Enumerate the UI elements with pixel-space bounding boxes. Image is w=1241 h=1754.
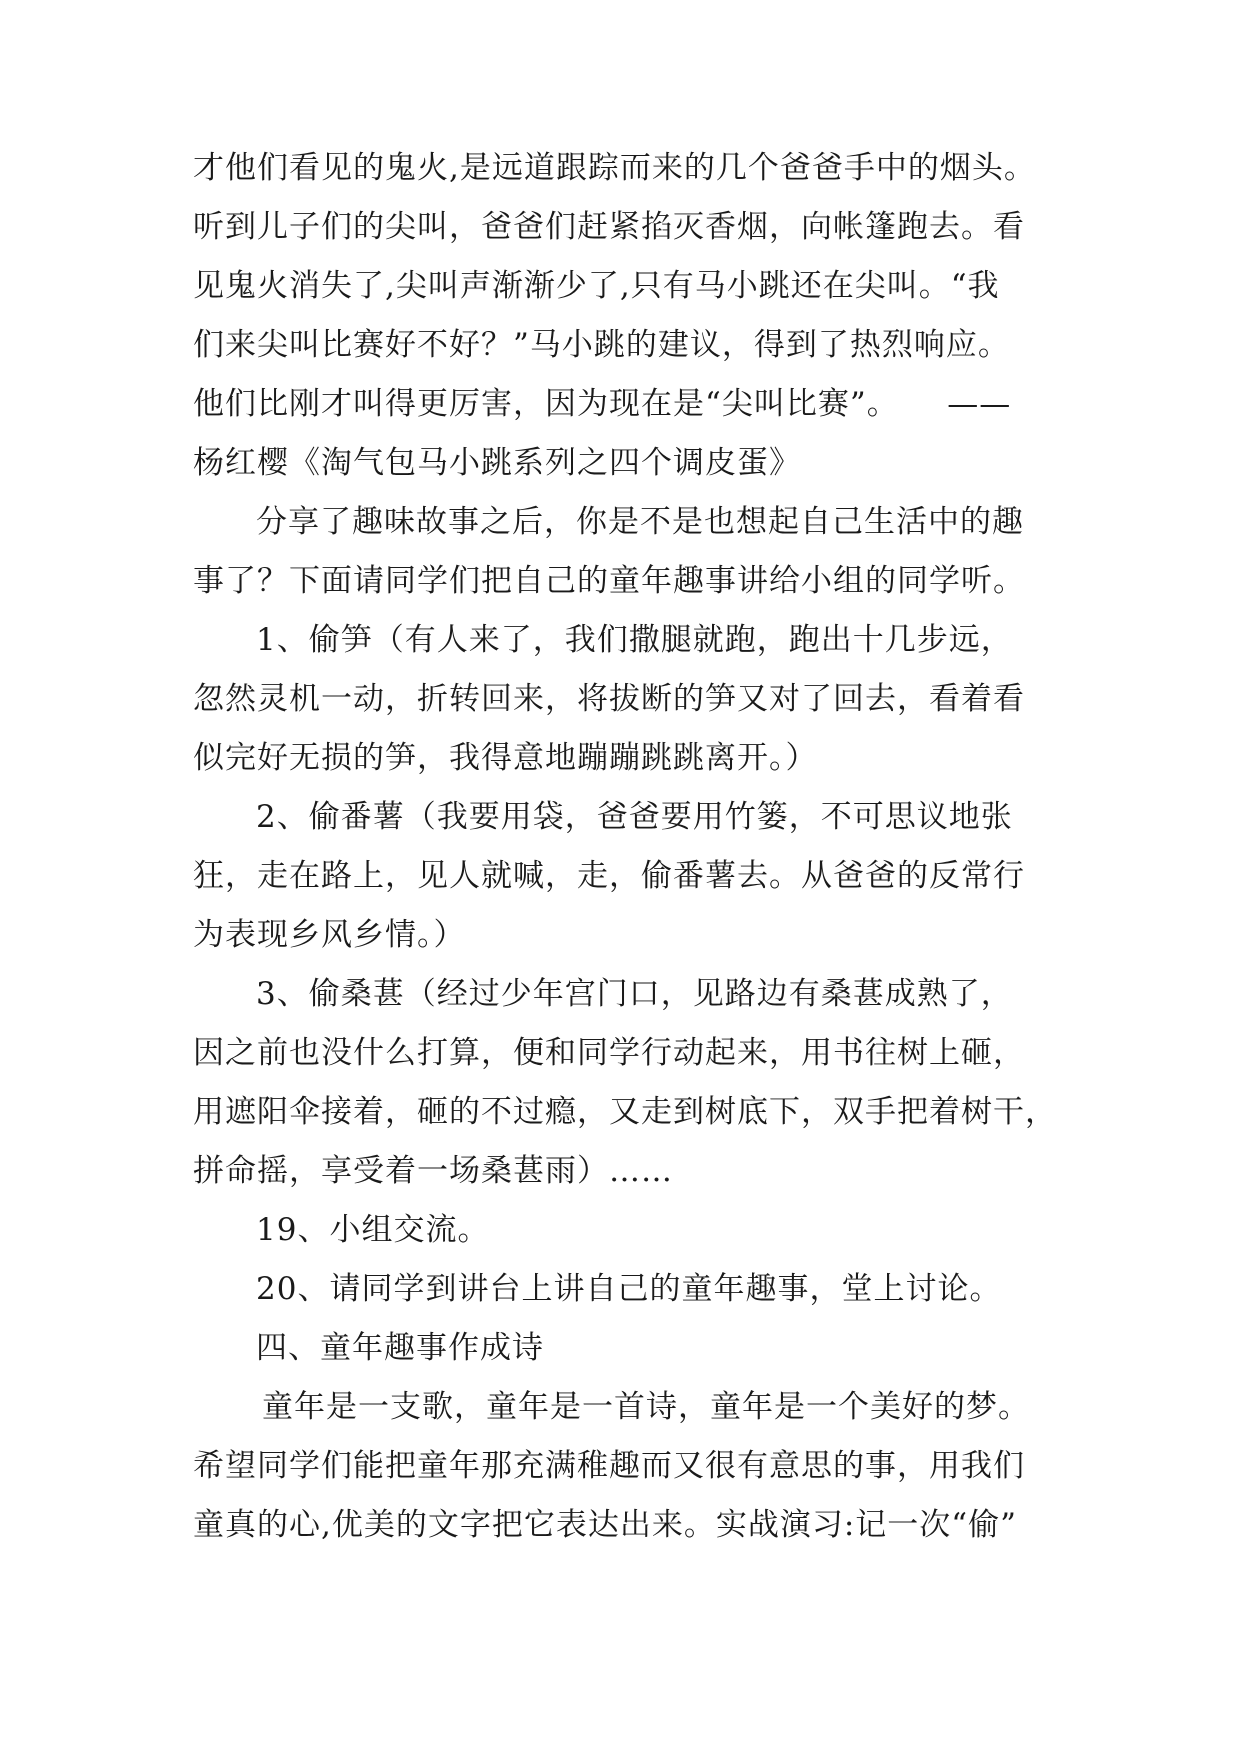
text-line: 们来尖叫比赛好不好？”马小跳的建议，得到了热烈响应。 (193, 327, 1010, 363)
text-line: 用遮阳伞接着，砸的不过瘾，又走到树底下，双手把着树干， (193, 1094, 1057, 1130)
text-line: 才他们看见的鬼火,是远道跟踪而来的几个爸爸手中的烟头。 (193, 150, 1036, 186)
paragraph-start: 分享了趣味故事之后，你是不是也想起自己生活中的趣 (256, 504, 1024, 540)
text-line: 因之前也没什么打算，便和同学行动起来，用书往树上砸， (193, 1035, 1025, 1071)
text-line: 见鬼火消失了,尖叫声渐渐少了,只有马小跳还在尖叫。“我 (193, 268, 1000, 304)
text-line: 听到儿子们的尖叫，爸爸们赶紧掐灭香烟，向帐篷跑去。看 (193, 209, 1025, 245)
text-line: 忽然灵机一动，折转回来，将拔断的笋又对了回去，看着看 (193, 681, 1025, 717)
step-20: 20、请同学到讲台上讲自己的童年趣事，堂上讨论。 (256, 1271, 1002, 1307)
list-item-2: 2、偷番薯（我要用袋，爸爸要用竹篓，不可思议地张 (256, 799, 1013, 835)
section-heading: 四、童年趣事作成诗 (256, 1330, 544, 1366)
paragraph-start: 童年是一支歌，童年是一首诗，童年是一个美好的梦。 (262, 1389, 1030, 1425)
text-line: 狂，走在路上，见人就喊，走，偷番薯去。从爸爸的反常行 (193, 858, 1025, 894)
text-line: 他们比刚才叫得更厉害，因为现在是“尖叫比赛”。 —— (193, 386, 1012, 422)
text-line: 拼命摇，享受着一场桑葚雨）…… (193, 1153, 673, 1189)
list-item-1: 1、偷笋（有人来了，我们撒腿就跑，跑出十几步远， (256, 622, 1013, 658)
step-19: 19、小组交流。 (256, 1212, 490, 1248)
text-line: 希望同学们能把童年那充满稚趣而又很有意思的事，用我们 (193, 1448, 1025, 1484)
text-line: 事了？下面请同学们把自己的童年趣事讲给小组的同学听。 (193, 563, 1025, 599)
list-item-3: 3、偷桑葚（经过少年宫门口，见路边有桑葚成熟了， (256, 976, 1013, 1012)
text-line: 为表现乡风乡情。） (193, 917, 466, 953)
citation-line: 杨红樱《淘气包马小跳系列之四个调皮蛋》 (193, 445, 801, 481)
text-line: 童真的心,优美的文字把它表达出来。实战演习:记一次“偷” (193, 1507, 1017, 1543)
text-line: 似完好无损的笋，我得意地蹦蹦跳跳离开。） (193, 740, 818, 776)
